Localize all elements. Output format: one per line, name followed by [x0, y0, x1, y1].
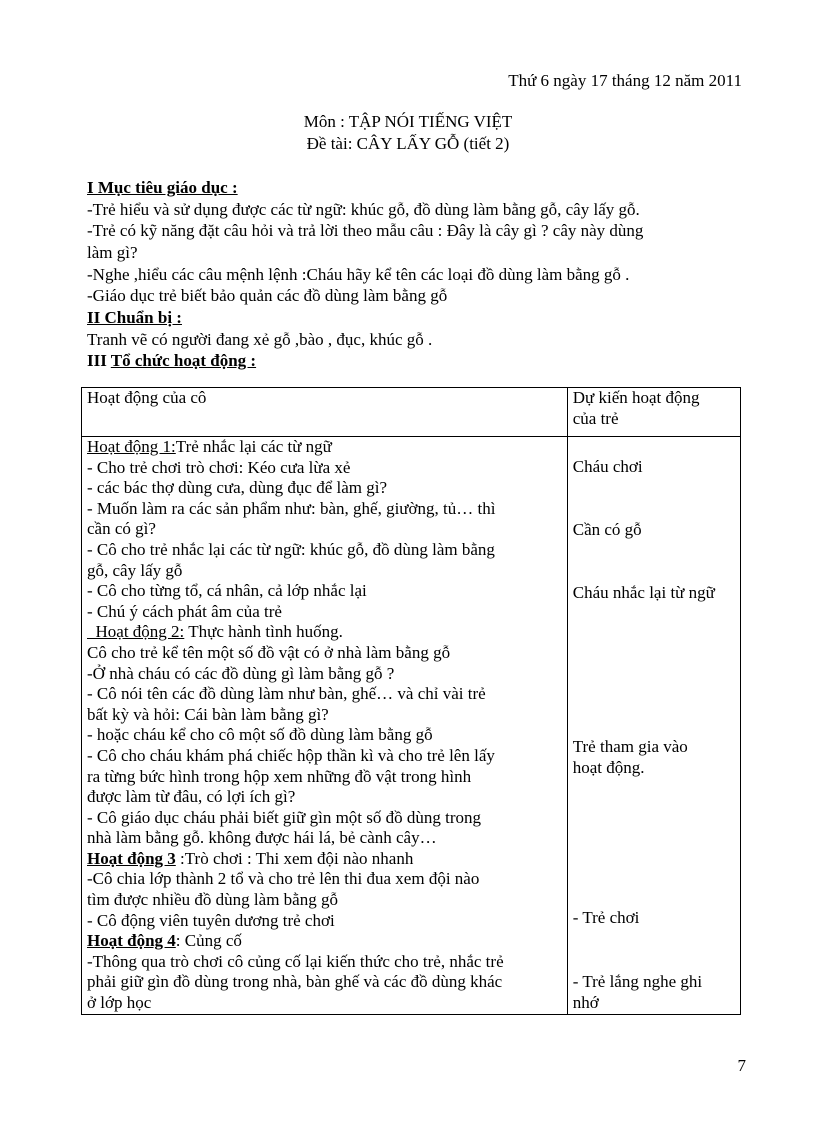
- activity-line: - Cô cho từng tổ, cá nhân, cả lớp nhắc lại: [87, 581, 367, 601]
- header-col2-line: của trẻ: [572, 408, 619, 428]
- activity-line: - Cho trẻ chơi trò chơi: Kéo cưa lừa xẻ: [87, 457, 351, 477]
- activity-line: được làm từ đâu, có lợi ích gì?: [87, 787, 296, 807]
- activity-line: -Ở nhà cháu có các đồ dùng gì làm bằng gỗ ?: [87, 663, 395, 683]
- activity3-heading: [87, 849, 562, 870]
- activity-line: - Cô giáo dục cháu phải biết giữ gìn một số đồ dùng trong: [87, 807, 482, 827]
- activity-line: nhà làm bằng gỗ. không được hái lá, bẻ cành cây…: [87, 828, 437, 848]
- activity3-title-rest: :Trò chơi : Thi xem đội nào nhanh: [175, 848, 414, 868]
- activity-line: gỗ, cây lấy gỗ: [87, 560, 183, 580]
- page-number: 7: [737, 1056, 746, 1075]
- activity-line: Cô cho trẻ kể tên một số đồ vật có ở nhà làm bằng gỗ: [87, 642, 451, 662]
- response: - Trẻ chơi: [572, 908, 640, 927]
- activity-line: -Cô chia lớp thành 2 tổ và cho trẻ lên thi đua xem đội nào: [87, 869, 480, 889]
- section1-line: -Giáo dục trẻ biết bảo quản các đồ dùng làm bằng gỗ: [87, 286, 448, 305]
- table-body-row: [82, 437, 741, 1015]
- section3-title: Tổ chức hoạt động :: [110, 351, 257, 370]
- activity-line: ở lớp học: [87, 993, 152, 1013]
- header-child-activity: [567, 388, 740, 437]
- activity-table: [81, 387, 741, 1015]
- activity-line: tìm được nhiều đồ dùng làm bằng gỗ: [87, 890, 338, 910]
- activity-line: - Cô cho cháu khám phá chiếc hộp thần kì và cho trẻ lên lấy: [87, 745, 495, 765]
- activity-line: - các bác thợ dùng cưa, dùng đục để làm gì?: [87, 478, 388, 498]
- activity4-title: Hoạt động 4: [87, 931, 176, 951]
- section1-line: làm gì?: [87, 243, 138, 262]
- activity2-heading: [87, 622, 562, 643]
- section2-heading: II Chuẩn bị :: [87, 308, 182, 327]
- response: Cần có gỗ: [572, 520, 642, 539]
- activity-line: ra từng bức hình trong hộp xem những đồ vật trong hình: [87, 766, 472, 786]
- activity-line: bất kỳ và hỏi: Cái bàn làm bằng gì?: [87, 704, 329, 724]
- activity-line: -Thông qua trò chơi cô củng cố lại kiến thức cho trẻ, nhắc trẻ: [87, 951, 504, 971]
- section1-line: -Trẻ hiểu và sử dụng được các từ ngữ: khúc gỗ, đồ dùng làm bằng gỗ, cây lấy gỗ.: [87, 200, 640, 219]
- activity-line: - Cô cho trẻ nhắc lại các từ ngữ: khúc gỗ, đồ dùng làm bằng: [87, 539, 495, 559]
- response: Trẻ tham gia vào: [572, 737, 688, 756]
- section2-line: Tranh vẽ có người đang xẻ gỗ ,bào , đục, khúc gỗ .: [87, 330, 433, 349]
- activity2-title-rest: Thực hành tình huống.: [184, 622, 343, 642]
- response: - Trẻ lắng nghe ghi: [572, 972, 703, 991]
- topic-title: Đề tài: CÂY LẤY GỖ (tiết 2): [306, 134, 510, 153]
- response: nhớ: [572, 993, 599, 1012]
- activity-line: - Muốn làm ra các sản phẩm như: bàn, ghế, giường, tủ… thì: [87, 498, 496, 518]
- activity-line: - Cô nói tên các đồ dùng làm như bàn, ghế… và chỉ vài trẻ: [87, 684, 486, 704]
- activity-line: phải giữ gìn đồ dùng trong nhà, bàn ghế và các đồ dùng khác: [87, 972, 503, 992]
- table-header-row: [82, 388, 741, 437]
- activity-line: - Chú ý cách phát âm của trẻ: [87, 601, 282, 621]
- response: Cháu nhắc lại từ ngữ: [572, 583, 715, 602]
- section1-heading: I Mục tiêu giáo dục :: [87, 178, 238, 197]
- response: Cháu chơi: [572, 457, 643, 476]
- activity2-title: Hoạt động 2:: [87, 622, 185, 642]
- header-teacher-activity: Hoạt động của cô: [82, 388, 568, 437]
- section1-line: -Nghe ,hiểu các câu mệnh lệnh :Cháu hãy kể tên các loại đồ dùng làm bằng gỗ .: [87, 265, 630, 284]
- activity4-title-rest: : Củng cố: [175, 931, 242, 951]
- subject-title: Môn : TẬP NÓI TIẾNG VIỆT: [303, 112, 513, 131]
- activity4-heading: [87, 931, 562, 952]
- activity-line: - hoặc cháu kể cho cô một số đồ dùng làm bằng gỗ: [87, 725, 433, 745]
- activity1-title: Hoạt động 1:: [87, 437, 176, 456]
- activity1-heading: [87, 437, 562, 458]
- child-responses-cell: [567, 437, 740, 1015]
- section1-line: -Trẻ có kỹ năng đặt câu hỏi và trả lời theo mẫu câu : Đây là cây gì ? cây này dùng: [87, 221, 644, 240]
- date-line: Thứ 6 ngày 17 tháng 12 năm 2011: [508, 71, 742, 90]
- section3-heading: [87, 350, 256, 371]
- teacher-activities-cell: [82, 437, 568, 1015]
- header-col2-line: Dự kiến hoạt động: [572, 388, 700, 407]
- section3-prefix: III: [87, 351, 111, 370]
- activity1-title-rest: Trẻ nhắc lại các từ ngữ: [175, 437, 332, 456]
- activity-line: cần có gì?: [87, 519, 156, 539]
- activity3-title: Hoạt động 3: [87, 848, 176, 868]
- response: hoạt động.: [572, 758, 645, 777]
- activity-line: - Cô động viên tuyên dương trẻ chơi: [87, 910, 335, 930]
